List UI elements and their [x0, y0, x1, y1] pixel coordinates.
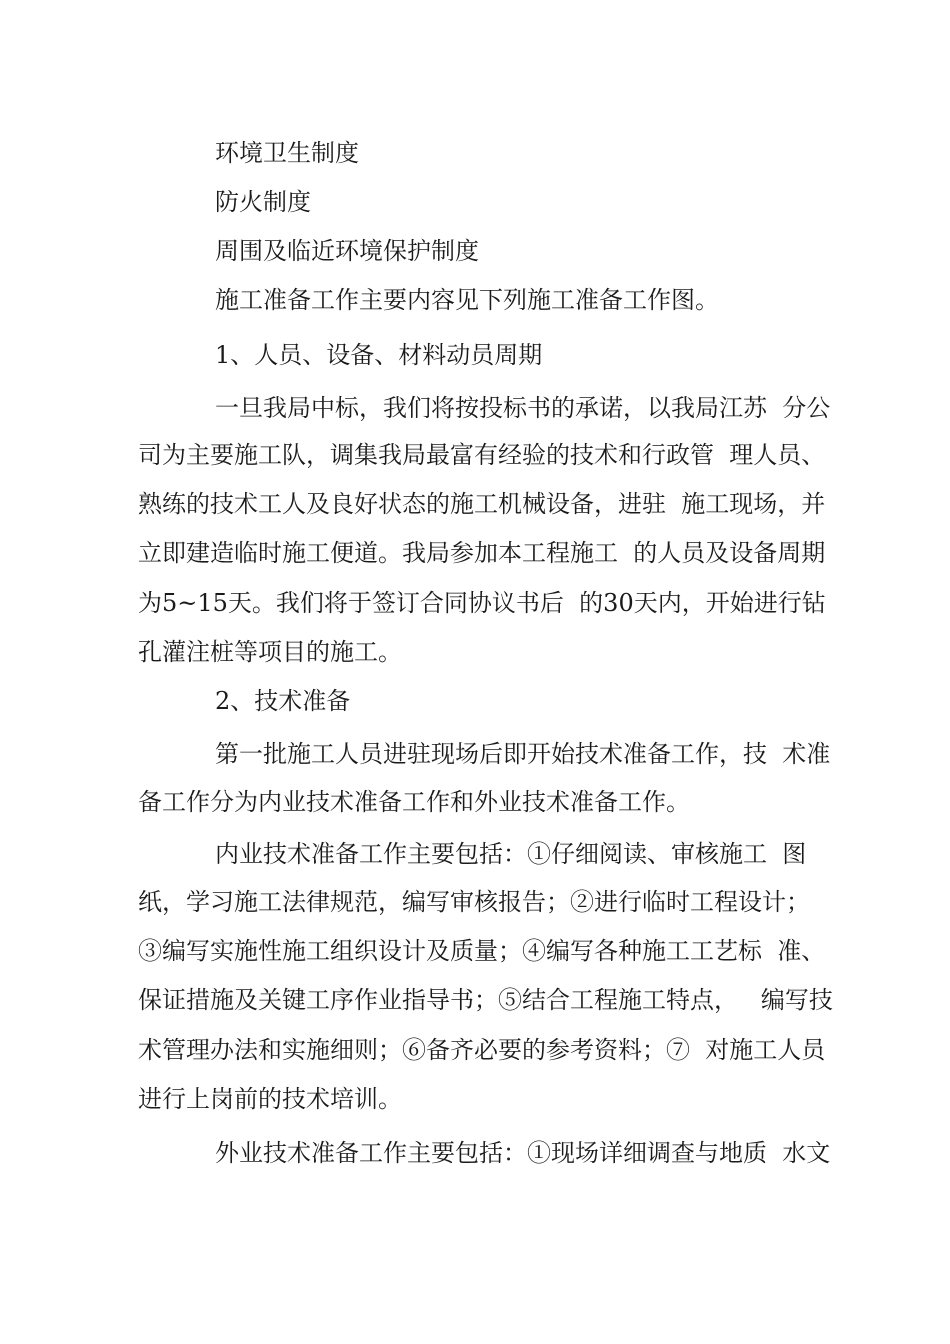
paragraph-line: 备工作分为内业技术准备工作和外业技术准备工作。: [138, 788, 690, 816]
text-line-surrounding-environment: 周围及临近环境保护制度: [215, 237, 479, 265]
paragraph-line: 为5~15天。我们将于签订合同协议书后 的30天内，开始进行钻: [138, 589, 826, 617]
paragraph-line: 进行上岗前的技术培训。: [138, 1085, 402, 1113]
paragraph-line: 保证措施及关键工序作业指导书；⑤结合工程施工特点， 编写技: [138, 986, 833, 1014]
paragraph-line: 第一批施工人员进驻现场后即开始技术准备工作，技 术准: [215, 740, 831, 768]
paragraph-line: 熟练的技术工人及良好状态的施工机械设备，进驻 施工现场，并: [138, 490, 826, 518]
paragraph-line: 司为主要施工队，调集我局最富有经验的技术和行政管 理人员、: [138, 441, 826, 469]
paragraph-line: 立即建造临时施工便道。我局参加本工程施工 的人员及设备周期: [138, 539, 826, 567]
paragraph-line: 一旦我局中标，我们将按投标书的承诺，以我局江苏 分公: [215, 394, 831, 422]
text-line-preparation-intro: 施工准备工作主要内容见下列施工准备工作图。: [215, 286, 719, 314]
paragraph-line: 孔灌注桩等项目的施工。: [138, 638, 402, 666]
paragraph-line: 纸，学习施工法律规范，编写审核报告；②进行临时工程设计；: [138, 888, 810, 916]
text-line-fire-prevention: 防火制度: [215, 188, 311, 216]
section-heading-mobilization: 1、人员、设备、材料动员周期: [215, 341, 543, 369]
paragraph-line: 术管理办法和实施细则；⑥备齐必要的参考资料；⑦ 对施工人员: [138, 1036, 826, 1064]
paragraph-line: ③编写实施性施工组织设计及质量；④编写各种施工工艺标 准、: [138, 937, 826, 965]
text-line-environment-hygiene: 环境卫生制度: [215, 139, 359, 167]
paragraph-line: 外业技术准备工作主要包括：①现场详细调查与地质 水文: [215, 1139, 831, 1167]
section-heading-technical-preparation: 2、技术准备: [215, 687, 351, 715]
paragraph-line: 内业技术准备工作主要包括：①仔细阅读、审核施工 图: [215, 840, 807, 868]
